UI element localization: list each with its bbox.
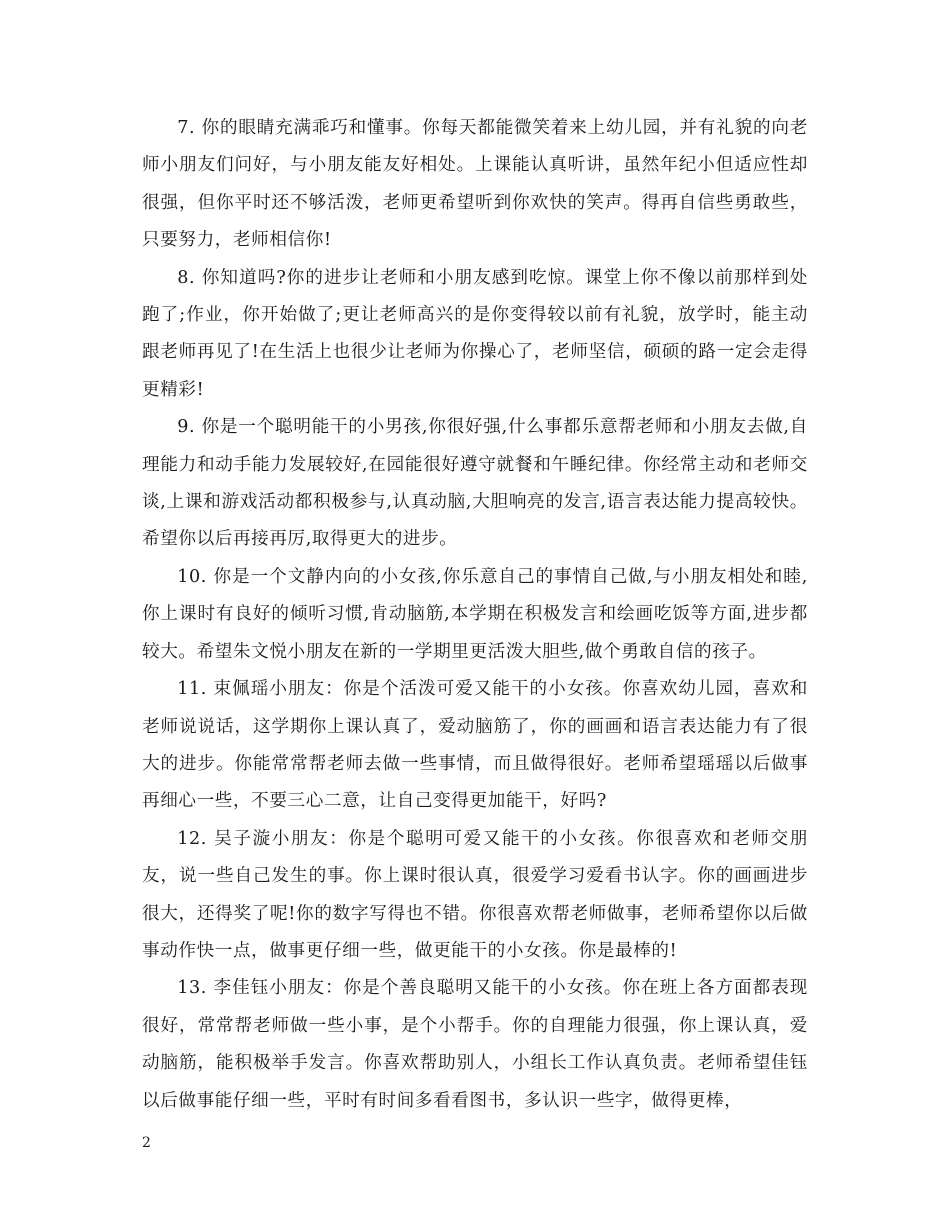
paragraph-10: 10. 你是一个文静内向的小女孩,你乐意自己的事情自己做,与小朋友相处和睦,你上课时有良好的倾听习惯,肯动脑筋,本学期在积极发言和绘画吃饭等方面,进步都较大。希望朱文悦小朋友在新的一学期里更活泼大胆些,做个勇敢自信的孩子。 [142, 566, 808, 662]
paragraph-11: 11. 束佩瑶小朋友：你是个活泼可爱又能干的小女孩。你喜欢幼儿园，喜欢和老师说说话，这学期你上课认真了，爱动脑筋了，你的画画和语言表达能力有了很大的进步。你能常常帮老师去做一些事情，而且做得很好。老师希望瑶瑶以后做事再细心一些，不要三心二意，让自己变得更加能干，好吗? [142, 679, 808, 812]
paragraph-7: 7. 你的眼睛充满乖巧和懂事。你每天都能微笑着来上幼儿园，并有礼貌的向老师小朋友们问好，与小朋友能友好相处。上课能认真听讲，虽然年纪小但适应性却很强，但你平时还不够活泼，老师更希望听到你欢快的笑声。得再自信些勇敢些，只要努力，老师相信你! [142, 118, 808, 251]
document-body [142, 110, 808, 1120]
paragraph-12: 12. 吴子漩小朋友：你是个聪明可爱又能干的小女孩。你很喜欢和老师交朋友，说一些自己发生的事。你上课时很认真，很爱学习爱看书认字。你的画画进步很大，还得奖了呢!你的数字写得也不错。你很喜欢帮老师做事，老师希望你以后做事动作快一点，做事更仔细一些，做更能干的小女孩。你是最棒的! [142, 828, 808, 961]
paragraph-9: 9. 你是一个聪明能干的小男孩,你很好强,什么事都乐意帮老师和小朋友去做,自理能力和动手能力发展较好,在园能很好遵守就餐和午睡纪律。你经常主动和老师交谈,上课和游戏活动都积极参与,认真动脑,大胆响亮的发言,语言表达能力提高较快。希望你以后再接再厉,取得更大的进步。 [142, 417, 808, 550]
paragraph-8: 8. 你知道吗?你的进步让老师和小朋友感到吃惊。课堂上你不像以前那样到处跑了;作业，你开始做了;更让老师高兴的是你变得较以前有礼貌，放学时，能主动跟老师再见了!在生活上也很少让老师为你操心了，老师坚信，硕硕的路一定会走得更精彩! [142, 267, 808, 400]
page-number: 2 [142, 1135, 151, 1151]
paragraph-13: 13. 李佳钰小朋友：你是个善良聪明又能干的小女孩。你在班上各方面都表现很好，常常帮老师做一些小事，是个小帮手。你的自理能力很强，你上课认真，爱动脑筋，能积极举手发言。你喜欢帮助别人，小组长工作认真负责。老师希望佳钰以后做事能仔细一些，平时有时间多看看图书，多认识一些字，做得更棒， [142, 978, 808, 1111]
